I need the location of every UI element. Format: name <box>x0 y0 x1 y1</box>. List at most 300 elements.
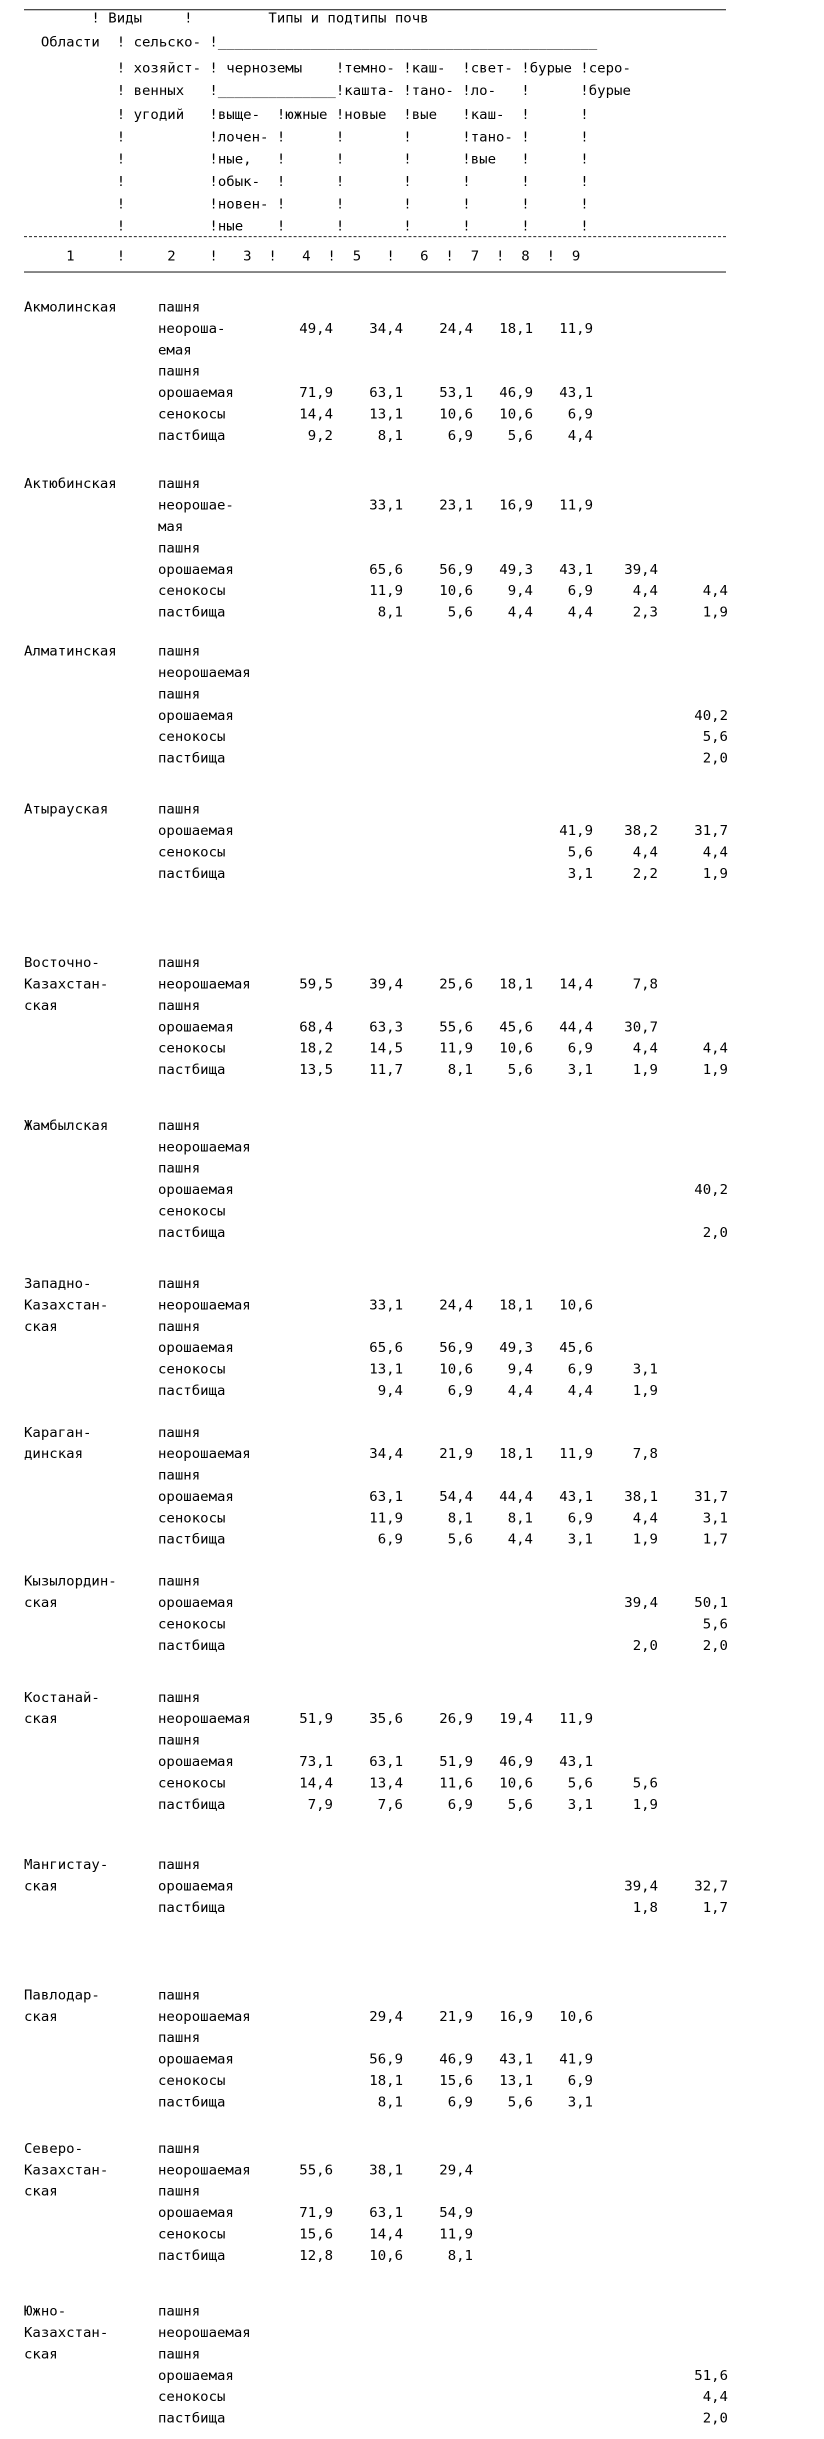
header-line: ! хозяйст- ! черноземы !темно- !каш- !свет- !бурые !серо- <box>24 61 631 77</box>
value-cell: 71,9 <box>299 385 333 401</box>
region-name <box>24 1572 164 1615</box>
land-use-label: пашня <box>158 644 201 660</box>
value-cell: 56,9 <box>439 1341 473 1356</box>
land-use-label: пашня <box>158 1276 201 1292</box>
region-name <box>24 2139 164 2203</box>
value-cell: 14,5 <box>369 1041 403 1057</box>
value-cell: 9,4 <box>507 584 533 599</box>
land-use-label: орошаемая <box>158 1879 234 1895</box>
table-row <box>158 1855 728 1876</box>
value-cell: 35,6 <box>369 1712 403 1727</box>
table-row <box>158 426 728 447</box>
land-use-label: пашня <box>158 300 201 316</box>
value-cell: 54,9 <box>439 2205 473 2221</box>
value-cell: 8,1 <box>507 1511 533 1527</box>
value-cell: 10,6 <box>369 2248 403 2264</box>
region-name-part: ская <box>24 1712 58 1727</box>
land-use-label: неорошаемая <box>158 2325 251 2341</box>
table-row <box>158 2323 728 2344</box>
table-row <box>158 581 728 602</box>
value-cell: 49,4 <box>299 321 333 337</box>
value-cell: 15,6 <box>439 2073 473 2089</box>
value-cell: 55,6 <box>299 2163 333 2178</box>
land-use-label: пашня <box>158 956 201 971</box>
value-cell: 21,9 <box>439 2009 473 2025</box>
value-cell: 40,2 <box>694 1182 728 1198</box>
land-use-label: неорошае- <box>158 498 234 514</box>
column-numbers: 1 ! 2 ! 3 ! 4 ! 5 ! 6 ! 7 ! 8 ! 9 <box>24 249 581 265</box>
value-cell: 6,9 <box>567 1362 593 1378</box>
value-cell: 2,0 <box>702 1638 728 1654</box>
value-cell: 54,4 <box>439 1489 473 1505</box>
table-row <box>158 2007 728 2028</box>
region-name <box>24 1423 164 1466</box>
table-row <box>158 1381 728 1402</box>
value-cell: 11,9 <box>559 1447 593 1462</box>
land-use-label: орошаемая <box>158 385 234 401</box>
land-use-label: пашня <box>158 1988 201 2004</box>
land-use-label: пашня <box>158 1425 201 1441</box>
land-use-label: неорошаемая <box>158 2009 251 2025</box>
value-cell: 14,4 <box>369 2227 403 2243</box>
table-row <box>158 1572 728 1593</box>
land-use-label: орошаемая <box>158 1595 234 1611</box>
land-use-label: неорошаемая <box>158 1140 251 1156</box>
land-use-label: орошаемая <box>158 562 234 578</box>
value-cell: 11,9 <box>559 498 593 514</box>
region-name-part: Казахстан- <box>24 1298 109 1314</box>
value-cell: 5,6 <box>702 730 728 745</box>
value-cell: 16,9 <box>499 2009 533 2025</box>
value-cell: 31,7 <box>694 1489 728 1505</box>
land-use-label: пастбища <box>158 428 226 444</box>
land-use-label: пастбища <box>158 1383 226 1399</box>
numbers-rule <box>24 272 726 273</box>
value-cell: 63,1 <box>369 2205 403 2221</box>
table-row <box>158 340 728 361</box>
table-row <box>158 684 728 705</box>
region-name <box>24 1116 164 1137</box>
value-cell: 18,1 <box>499 977 533 993</box>
land-use-label: неорошаемая <box>158 1712 251 1727</box>
table-row <box>158 706 728 727</box>
value-cell: 6,9 <box>567 584 593 599</box>
region-name <box>24 2302 164 2366</box>
land-use-label: неорошаемая <box>158 2163 251 2178</box>
land-use-label: пашня <box>158 687 201 703</box>
value-cell: 3,1 <box>567 1797 593 1813</box>
land-use-label: пастбища <box>158 2095 226 2111</box>
value-cell: 1,7 <box>702 1900 728 1916</box>
table-row <box>158 2050 728 2071</box>
value-cell: 1,9 <box>702 605 728 621</box>
value-cell: 8,1 <box>377 428 403 444</box>
table-row <box>158 1360 728 1381</box>
land-use-label: пастбища <box>158 751 226 767</box>
value-cell: 5,6 <box>507 1062 533 1078</box>
land-use-label: пашня <box>158 2031 201 2046</box>
land-use-label: сенокосы <box>158 1204 226 1220</box>
land-use-label: пашня <box>158 1858 201 1873</box>
land-use-label: сенокосы <box>158 1511 226 1527</box>
table-row <box>158 2302 728 2323</box>
table-row <box>158 749 728 770</box>
value-cell: 33,1 <box>369 1298 403 1314</box>
value-cell: 73,1 <box>299 1754 333 1770</box>
region-name <box>24 1274 164 1338</box>
value-cell: 4,4 <box>567 1383 593 1399</box>
value-cell: 14,4 <box>559 977 593 993</box>
table-row <box>158 1731 728 1752</box>
region-name-part: Жамбылская <box>24 1118 109 1134</box>
table-row <box>158 1202 728 1223</box>
value-cell: 3,1 <box>567 2095 593 2111</box>
land-use-label: мая <box>158 519 184 535</box>
table-row <box>158 800 728 821</box>
value-cell: 6,9 <box>447 428 473 444</box>
value-cell: 11,7 <box>369 1062 403 1078</box>
table-row <box>158 383 728 404</box>
table-row <box>158 1295 728 1316</box>
value-cell: 6,9 <box>567 407 593 423</box>
land-use-label: сенокосы <box>158 2227 226 2243</box>
value-cell: 6,9 <box>447 1797 473 1813</box>
land-use-label: пастбища <box>158 1797 226 1813</box>
value-cell: 16,9 <box>499 498 533 514</box>
value-cell: 18,2 <box>299 1041 333 1057</box>
value-cell: 8,1 <box>447 1511 473 1527</box>
value-cell: 10,6 <box>439 584 473 599</box>
table-row <box>158 1060 728 1081</box>
value-cell: 12,8 <box>299 2248 333 2264</box>
land-use-label: орошаемая <box>158 1489 234 1505</box>
region-name-part: Акмолинская <box>24 300 117 316</box>
table-row <box>158 1223 728 1244</box>
value-cell: 21,9 <box>439 1447 473 1462</box>
value-cell: 24,4 <box>439 1298 473 1314</box>
value-cell: 63,1 <box>369 385 403 401</box>
header-line: ! !ные, ! ! ! !вые ! ! <box>24 152 589 168</box>
table-row <box>158 362 728 383</box>
land-use-label: пашня <box>158 998 201 1014</box>
value-cell: 4,4 <box>702 584 728 599</box>
land-use-label: пастбища <box>158 1638 226 1654</box>
value-cell: 43,1 <box>559 1489 593 1505</box>
value-cell: 6,9 <box>567 1511 593 1527</box>
land-use-label: сенокосы <box>158 1617 226 1633</box>
land-use-label: сенокосы <box>158 2390 226 2405</box>
table-row <box>158 843 728 864</box>
table-row <box>158 2182 728 2203</box>
value-cell: 38,1 <box>624 1489 658 1505</box>
value-cell: 11,9 <box>559 1712 593 1727</box>
table-row <box>158 1795 728 1816</box>
value-cell: 18,1 <box>499 321 533 337</box>
land-use-label: орошаемая <box>158 823 234 839</box>
value-cell: 68,4 <box>299 1020 333 1036</box>
table-row <box>158 1180 728 1201</box>
value-cell: 65,6 <box>369 562 403 578</box>
value-cell: 56,9 <box>439 562 473 578</box>
land-use-label: емая <box>158 343 192 359</box>
value-cell: 43,1 <box>559 562 593 578</box>
value-cell: 71,9 <box>299 2205 333 2221</box>
value-cell: 19,4 <box>499 1712 533 1727</box>
region-name-part: Актюбинская <box>24 477 117 492</box>
region-name-part: ская <box>24 998 58 1014</box>
region-name-part: Южно- <box>24 2304 67 2320</box>
value-cell: 11,9 <box>439 2227 473 2243</box>
land-use-label: сенокосы <box>158 2073 226 2089</box>
value-cell: 39,4 <box>369 977 403 993</box>
value-cell: 2,0 <box>702 751 728 767</box>
value-cell: 53,1 <box>439 385 473 401</box>
value-cell: 1,9 <box>632 1797 658 1813</box>
value-cell: 5,6 <box>702 1617 728 1633</box>
table-row <box>158 1752 728 1773</box>
table-row <box>158 538 728 559</box>
value-cell: 51,9 <box>299 1712 333 1727</box>
table-row <box>158 1017 728 1038</box>
land-use-label: пашня <box>158 1161 201 1177</box>
value-cell: 13,1 <box>499 2073 533 2089</box>
value-cell: 46,9 <box>499 1754 533 1770</box>
value-cell: 8,1 <box>447 2248 473 2264</box>
value-cell: 38,2 <box>624 823 658 839</box>
value-cell: 2,2 <box>632 866 658 882</box>
value-cell: 4,4 <box>567 605 593 621</box>
value-cell: 23,1 <box>439 498 473 514</box>
value-cell: 8,1 <box>377 2095 403 2111</box>
land-use-label: орошаемая <box>158 708 234 724</box>
value-cell: 6,9 <box>447 1383 473 1399</box>
value-cell: 7,8 <box>632 1447 658 1462</box>
table-row <box>158 1274 728 1295</box>
value-cell: 4,4 <box>507 605 533 621</box>
value-cell: 5,6 <box>567 1776 593 1792</box>
table-row <box>158 821 728 842</box>
value-cell: 29,4 <box>369 2009 403 2025</box>
value-cell: 2,0 <box>702 1225 728 1241</box>
table-row <box>158 1039 728 1060</box>
value-cell: 40,2 <box>694 708 728 724</box>
value-cell: 15,6 <box>299 2227 333 2243</box>
table-row <box>158 1530 728 1551</box>
land-use-label: сенокосы <box>158 584 226 599</box>
value-cell: 4,4 <box>632 1041 658 1057</box>
table-row <box>158 642 728 663</box>
value-cell: 38,1 <box>369 2163 403 2178</box>
value-cell: 10,6 <box>559 2009 593 2025</box>
value-cell: 41,9 <box>559 823 593 839</box>
value-cell: 5,6 <box>447 1532 473 1548</box>
land-use-label: пашня <box>158 1118 201 1134</box>
table-row <box>158 864 728 885</box>
region-name-part: динская <box>24 1447 84 1462</box>
table-row <box>158 2387 728 2408</box>
region-name-part: ская <box>24 2009 58 2025</box>
region-name <box>24 1985 164 2028</box>
value-cell: 45,6 <box>499 1020 533 1036</box>
value-cell: 8,1 <box>447 1062 473 1078</box>
table-row <box>158 727 728 748</box>
value-cell: 44,4 <box>499 1489 533 1505</box>
land-use-label: неорошаемая <box>158 1298 251 1314</box>
land-use-label: пашня <box>158 1319 201 1335</box>
table-row <box>158 1614 728 1635</box>
land-use-label: сенокосы <box>158 845 226 861</box>
value-cell: 4,4 <box>632 845 658 861</box>
value-cell: 4,4 <box>507 1532 533 1548</box>
value-cell: 5,6 <box>632 1776 658 1792</box>
value-cell: 6,9 <box>377 1532 403 1548</box>
table-row <box>158 1985 728 2006</box>
table-row <box>158 1487 728 1508</box>
table-row <box>158 975 728 996</box>
value-cell: 18,1 <box>499 1298 533 1314</box>
region-name-part: ская <box>24 1595 58 1611</box>
value-cell: 43,1 <box>559 1754 593 1770</box>
table-row <box>158 474 728 495</box>
value-cell: 46,9 <box>439 2052 473 2068</box>
region-name-part: Атырауская <box>24 802 109 818</box>
value-cell: 49,3 <box>499 562 533 578</box>
land-use-label: пастбища <box>158 1225 226 1241</box>
table-row <box>158 298 728 319</box>
land-use-label: неорошаемая <box>158 665 251 681</box>
region-name-part: Мангистау- <box>24 1858 109 1873</box>
value-cell: 51,9 <box>439 1754 473 1770</box>
value-cell: 5,6 <box>447 605 473 621</box>
value-cell: 4,4 <box>632 1511 658 1527</box>
value-cell: 9,2 <box>307 428 333 444</box>
land-use-label: пашня <box>158 2141 201 2157</box>
value-cell: 1,9 <box>632 1062 658 1078</box>
header-line: ! !новен- ! ! ! ! ! ! <box>24 197 589 213</box>
table-row <box>158 2071 728 2092</box>
land-use-label: пашня <box>158 1574 201 1590</box>
value-cell: 30,7 <box>624 1020 658 1036</box>
region-name-part: Восточно- <box>24 956 100 971</box>
table-row <box>158 560 728 581</box>
table-row <box>158 1593 728 1614</box>
region-name-part: Северо- <box>24 2141 84 2157</box>
table-row <box>158 2224 728 2245</box>
value-cell: 2,0 <box>702 2411 728 2427</box>
value-cell: 4,4 <box>702 2390 728 2405</box>
value-cell: 13,1 <box>369 1362 403 1378</box>
table-row <box>158 517 728 538</box>
value-cell: 39,4 <box>624 562 658 578</box>
value-cell: 10,6 <box>499 1041 533 1057</box>
table-row <box>158 1159 728 1180</box>
value-cell: 1,9 <box>702 866 728 882</box>
land-use-label: орошаемая <box>158 2368 234 2384</box>
value-cell: 5,6 <box>507 2095 533 2111</box>
land-use-label: орошаемая <box>158 1020 234 1036</box>
value-cell: 34,4 <box>369 1447 403 1462</box>
region-name-part: Кызылордин- <box>24 1574 117 1590</box>
table-row <box>158 1877 728 1898</box>
value-cell: 13,1 <box>369 407 403 423</box>
region-name <box>24 642 164 663</box>
land-use-label: пашня <box>158 1468 201 1484</box>
table-row <box>158 1338 728 1359</box>
value-cell: 45,6 <box>559 1341 593 1356</box>
value-cell: 6,9 <box>567 2073 593 2089</box>
table-row <box>158 1898 728 1919</box>
land-use-label: пашня <box>158 364 201 380</box>
region-name-part: Караган- <box>24 1425 92 1441</box>
value-cell: 6,9 <box>447 2095 473 2111</box>
value-cell: 1,9 <box>702 1062 728 1078</box>
land-use-label: пастбища <box>158 1062 226 1078</box>
region-name-part: Павлодар- <box>24 1988 100 2004</box>
land-use-label: пашня <box>158 541 201 557</box>
region-name <box>24 1688 164 1731</box>
value-cell: 34,4 <box>369 321 403 337</box>
table-row <box>158 1508 728 1529</box>
value-cell: 33,1 <box>369 498 403 514</box>
land-use-label: орошаемая <box>158 1341 234 1356</box>
value-cell: 31,7 <box>694 823 728 839</box>
table-row <box>158 663 728 684</box>
value-cell: 39,4 <box>624 1595 658 1611</box>
value-cell: 14,4 <box>299 407 333 423</box>
value-cell: 11,6 <box>439 1776 473 1792</box>
table-row <box>158 1116 728 1137</box>
value-cell: 9,4 <box>507 1362 533 1378</box>
region-name-part: Казахстан- <box>24 2325 109 2341</box>
value-cell: 29,4 <box>439 2163 473 2178</box>
region-name <box>24 800 164 821</box>
table-row <box>158 1444 728 1465</box>
table-row <box>158 2366 728 2387</box>
table-row <box>158 603 728 624</box>
value-cell: 5,6 <box>567 845 593 861</box>
table-row <box>158 2344 728 2365</box>
region-name <box>24 298 164 319</box>
region-name-part: Алматинская <box>24 644 117 660</box>
value-cell: 11,9 <box>369 584 403 599</box>
land-use-label: орошаемая <box>158 1754 234 1770</box>
table-row <box>158 1688 728 1709</box>
value-cell: 11,9 <box>559 321 593 337</box>
value-cell: 63,1 <box>369 1754 403 1770</box>
table-row <box>158 2409 728 2430</box>
value-cell: 55,6 <box>439 1020 473 1036</box>
value-cell: 56,9 <box>369 2052 403 2068</box>
land-use-label: орошаемая <box>158 2205 234 2221</box>
header-dash-rule <box>24 236 726 237</box>
region-name-part: ская <box>24 2184 58 2200</box>
value-cell: 18,1 <box>369 2073 403 2089</box>
table-row <box>158 1466 728 1487</box>
value-cell: 2,0 <box>632 1638 658 1654</box>
region-name-part: ская <box>24 1879 58 1895</box>
value-cell: 41,9 <box>559 2052 593 2068</box>
header-line: ! !обык- ! ! ! ! ! ! <box>24 174 589 190</box>
header-line: Области ! сельско- !_____________________________________________ <box>24 35 598 51</box>
header-line: ! венных !______________!кашта- !тано- !ло- ! !бурые <box>24 83 631 99</box>
value-cell: 10,6 <box>439 1362 473 1378</box>
value-cell: 32,7 <box>694 1879 728 1895</box>
table-row <box>158 1709 728 1730</box>
value-cell: 1,9 <box>632 1532 658 1548</box>
table-row <box>158 319 728 340</box>
value-cell: 5,6 <box>507 1797 533 1813</box>
table-row <box>158 1423 728 1444</box>
